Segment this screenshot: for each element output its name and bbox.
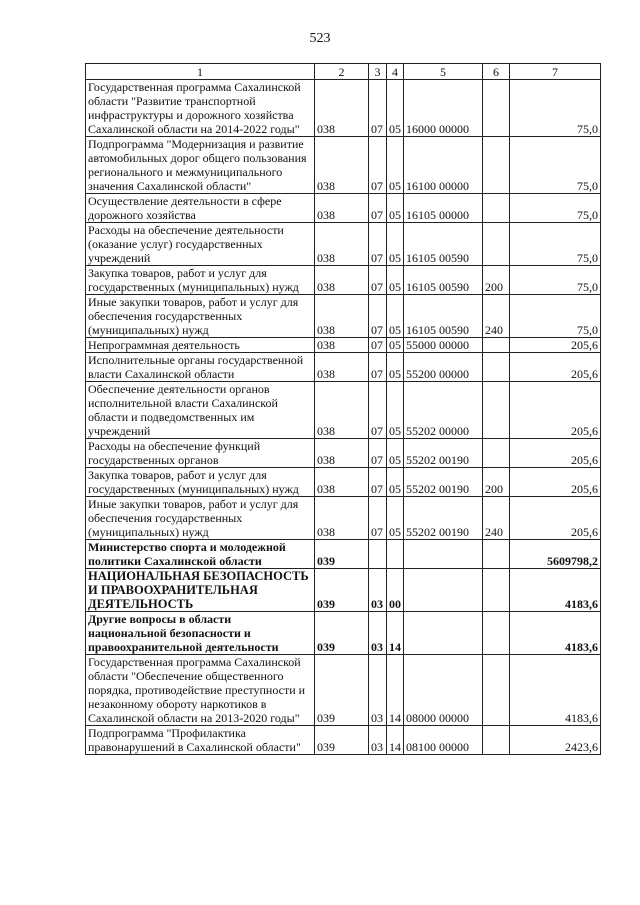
section-cell: 07: [369, 137, 387, 194]
name-cell: Подпрограмма "Модернизация и развитие автомобильных дорог общего пользования регионального и межмуниципального значения Сахалинской области": [86, 137, 315, 194]
amount-cell: 205,6: [510, 439, 601, 468]
expense-type-cell: [483, 439, 510, 468]
section-cell: 07: [369, 497, 387, 540]
amount-cell: 4183,6: [510, 612, 601, 655]
grbs-cell: 039: [315, 655, 369, 726]
subsection-cell: 05: [387, 137, 404, 194]
amount-cell: 4183,6: [510, 655, 601, 726]
target-article-cell: 16105 00590: [404, 223, 483, 266]
expense-type-cell: [483, 194, 510, 223]
header-cell: 2: [315, 64, 369, 80]
subsection-cell: 05: [387, 295, 404, 338]
grbs-cell: 038: [315, 80, 369, 137]
grbs-cell: 039: [315, 569, 369, 612]
amount-cell: 205,6: [510, 382, 601, 439]
subsection-cell: 05: [387, 80, 404, 137]
name-cell: Закупка товаров, работ и услуг для государственных (муниципальных) нужд: [86, 266, 315, 295]
grbs-cell: 038: [315, 468, 369, 497]
subsection-cell: 14: [387, 726, 404, 755]
table-row: [86, 295, 601, 338]
amount-cell: 2423,6: [510, 726, 601, 755]
amount-cell: 75,0: [510, 223, 601, 266]
target-article-cell: 55000 00000: [404, 338, 483, 353]
amount-cell: 75,0: [510, 295, 601, 338]
header-cell: 6: [483, 64, 510, 80]
amount-cell: 205,6: [510, 353, 601, 382]
section-cell: 07: [369, 439, 387, 468]
target-article-cell: [404, 540, 483, 569]
section-cell: 07: [369, 295, 387, 338]
amount-cell: 75,0: [510, 194, 601, 223]
target-article-cell: 16105 00590: [404, 295, 483, 338]
grbs-cell: 038: [315, 497, 369, 540]
target-article-cell: 16100 00000: [404, 137, 483, 194]
amount-cell: 205,6: [510, 338, 601, 353]
target-article-cell: [404, 569, 483, 612]
subsection-cell: 05: [387, 497, 404, 540]
name-cell: Иные закупки товаров, работ и услуг для обеспечения государственных (муниципальных) нужд: [86, 497, 315, 540]
table-row: [86, 439, 601, 468]
section-cell: 07: [369, 382, 387, 439]
section-cell: 07: [369, 80, 387, 137]
name-cell: Министерство спорта и молодежной политики Сахалинской области: [86, 540, 315, 569]
table-row: [86, 137, 601, 194]
table-row: [86, 338, 601, 353]
table-row: [86, 353, 601, 382]
target-article-cell: 08000 00000: [404, 655, 483, 726]
name-cell: Закупка товаров, работ и услуг для государственных (муниципальных) нужд: [86, 468, 315, 497]
header-cell: 1: [86, 64, 315, 80]
name-cell: Непрограммная деятельность: [86, 338, 315, 353]
amount-cell: 75,0: [510, 137, 601, 194]
header-cell: 5: [404, 64, 483, 80]
table-row: [86, 655, 601, 726]
subsection-cell: 14: [387, 655, 404, 726]
name-cell: Другие вопросы в области национальной безопасности и правоохранительной деятельности: [86, 612, 315, 655]
expense-type-cell: [483, 353, 510, 382]
table-row: [86, 80, 601, 137]
grbs-cell: 039: [315, 540, 369, 569]
section-cell: 03: [369, 655, 387, 726]
grbs-cell: 038: [315, 295, 369, 338]
amount-cell: 5609798,2: [510, 540, 601, 569]
amount-cell: 205,6: [510, 468, 601, 497]
expense-type-cell: 240: [483, 295, 510, 338]
section-cell: 03: [369, 569, 387, 612]
section-cell: 07: [369, 338, 387, 353]
table-row: [86, 726, 601, 755]
name-cell: Осуществление деятельности в сфере дорожного хозяйства: [86, 194, 315, 223]
section-cell: 03: [369, 726, 387, 755]
expense-type-cell: [483, 540, 510, 569]
grbs-cell: 038: [315, 353, 369, 382]
target-article-cell: [404, 612, 483, 655]
target-article-cell: 16105 00000: [404, 194, 483, 223]
expense-type-cell: [483, 569, 510, 612]
header-cell: 7: [510, 64, 601, 80]
subsection-cell: 00: [387, 569, 404, 612]
target-article-cell: 08100 00000: [404, 726, 483, 755]
header-cell: 3: [369, 64, 387, 80]
target-article-cell: 55202 00190: [404, 468, 483, 497]
expense-type-cell: [483, 223, 510, 266]
subsection-cell: 05: [387, 468, 404, 497]
expense-type-cell: [483, 612, 510, 655]
section-cell: 07: [369, 194, 387, 223]
amount-cell: 75,0: [510, 266, 601, 295]
name-cell: Расходы на обеспечение деятельности (оказание услуг) государственных учреждений: [86, 223, 315, 266]
expense-type-cell: 240: [483, 497, 510, 540]
target-article-cell: 55202 00190: [404, 439, 483, 468]
section-cell: 07: [369, 468, 387, 497]
subsection-cell: 05: [387, 382, 404, 439]
expense-type-cell: 200: [483, 266, 510, 295]
budget-table: [85, 63, 601, 755]
section-cell: 03: [369, 612, 387, 655]
subsection-cell: 05: [387, 194, 404, 223]
expense-type-cell: [483, 382, 510, 439]
table-row: [86, 540, 601, 569]
amount-cell: 205,6: [510, 497, 601, 540]
table-row: [86, 468, 601, 497]
name-cell: Подпрограмма "Профилактика правонарушений в Сахалинской области": [86, 726, 315, 755]
grbs-cell: 038: [315, 194, 369, 223]
table-row: [86, 194, 601, 223]
expense-type-cell: [483, 80, 510, 137]
subsection-cell: 05: [387, 338, 404, 353]
table-row: [86, 382, 601, 439]
name-cell: Расходы на обеспечение функций государственных органов: [86, 439, 315, 468]
name-cell: Государственная программа Сахалинской области "Развитие транспортной инфраструктуры и дорожного хозяйства Сахалинской области на 2014-2022 годы": [86, 80, 315, 137]
subsection-cell: 05: [387, 223, 404, 266]
section-cell: 07: [369, 266, 387, 295]
expense-type-cell: 200: [483, 468, 510, 497]
section-cell: 07: [369, 223, 387, 266]
target-article-cell: 16105 00590: [404, 266, 483, 295]
grbs-cell: 039: [315, 726, 369, 755]
expense-type-cell: [483, 137, 510, 194]
subsection-cell: 05: [387, 439, 404, 468]
name-cell: Иные закупки товаров, работ и услуг для обеспечения государственных (муниципальных) нужд: [86, 295, 315, 338]
header-row: [86, 64, 601, 80]
section-cell: 07: [369, 353, 387, 382]
table-row: [86, 497, 601, 540]
grbs-cell: 038: [315, 338, 369, 353]
subsection-cell: [387, 540, 404, 569]
target-article-cell: 16000 00000: [404, 80, 483, 137]
grbs-cell: 038: [315, 382, 369, 439]
amount-cell: 75,0: [510, 80, 601, 137]
table-row: [86, 223, 601, 266]
grbs-cell: 038: [315, 223, 369, 266]
name-cell: НАЦИОНАЛЬНАЯ БЕЗОПАСНОСТЬ И ПРАВООХРАНИТЕЛЬНАЯ ДЕЯТЕЛЬНОСТЬ: [86, 569, 315, 612]
expense-type-cell: [483, 655, 510, 726]
table-row: [86, 569, 601, 612]
target-article-cell: 55202 00190: [404, 497, 483, 540]
expense-type-cell: [483, 726, 510, 755]
header-cell: 4: [387, 64, 404, 80]
expense-type-cell: [483, 338, 510, 353]
target-article-cell: 55202 00000: [404, 382, 483, 439]
table-row: [86, 266, 601, 295]
name-cell: Государственная программа Сахалинской области "Обеспечение общественного порядка, противодействие преступности и незаконному обороту наркотиков в Сахалинской области на 2013-2020 годы": [86, 655, 315, 726]
target-article-cell: 55200 00000: [404, 353, 483, 382]
name-cell: Исполнительные органы государственной власти Сахалинской области: [86, 353, 315, 382]
grbs-cell: 038: [315, 266, 369, 295]
subsection-cell: 14: [387, 612, 404, 655]
table-row: [86, 612, 601, 655]
subsection-cell: 05: [387, 353, 404, 382]
page-number: 523: [309, 31, 331, 46]
amount-cell: 4183,6: [510, 569, 601, 612]
grbs-cell: 039: [315, 612, 369, 655]
grbs-cell: 038: [315, 137, 369, 194]
section-cell: [369, 540, 387, 569]
subsection-cell: 05: [387, 266, 404, 295]
name-cell: Обеспечение деятельности органов исполнительной власти Сахалинской области и подведомственных им учреждений: [86, 382, 315, 439]
grbs-cell: 038: [315, 439, 369, 468]
